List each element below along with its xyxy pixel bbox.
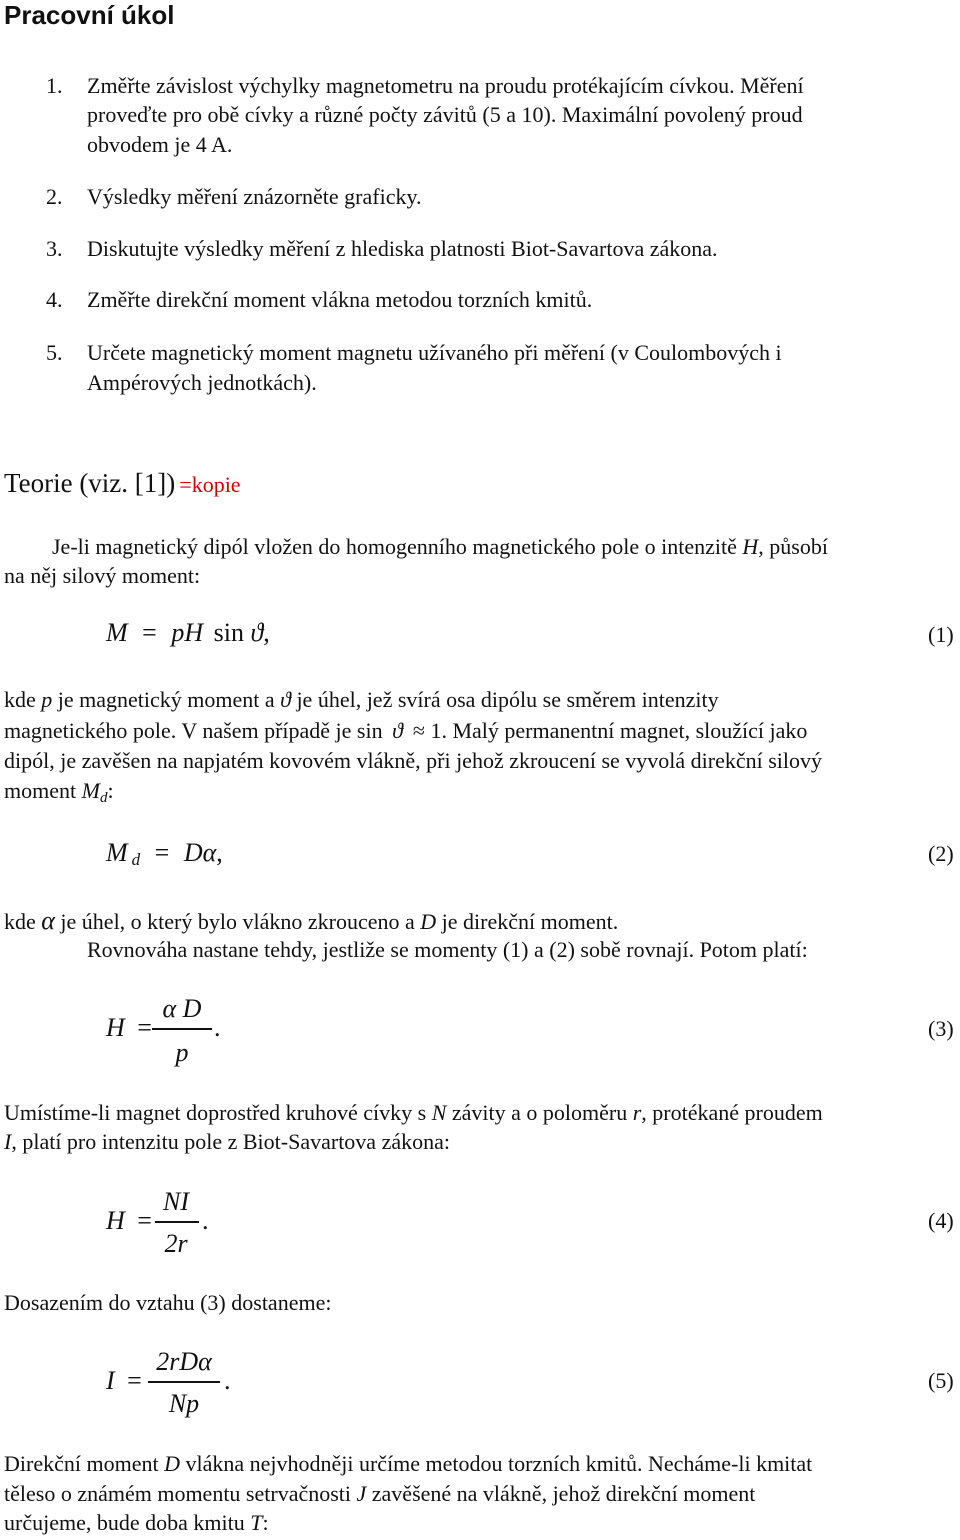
theory-note: =kopie xyxy=(179,472,241,497)
text-span: kde xyxy=(4,909,42,934)
text-span: závity a o poloměru xyxy=(446,1100,633,1125)
paragraph-line xyxy=(4,716,807,746)
task-text-line: Určete magnetický moment magnetu užívaného při měření (v Coulombových i xyxy=(87,340,782,365)
equation-number: (2) xyxy=(928,841,954,866)
paragraph-line xyxy=(4,906,618,937)
theory-title: Teorie (viz. [1]) xyxy=(4,468,176,498)
equation-number: (4) xyxy=(928,1208,954,1233)
equation-number: (5) xyxy=(928,1368,954,1393)
paragraph-line: Rovnováha nastane tehdy, jestliže se momenty (1) a (2) sobě rovnají. Potom platí: xyxy=(87,937,808,962)
eq-lhs: M xyxy=(106,618,128,647)
task-text-line: Diskutujte výsledky měření z hlediska platnosti Biot-Savartova zákona. xyxy=(87,236,718,261)
paragraph-line xyxy=(4,685,719,715)
equation-number: (3) xyxy=(928,1016,954,1041)
task-number: 5. xyxy=(46,340,63,365)
fraction-numerator: 2rDα xyxy=(156,1347,212,1376)
task-text-line: obvodem je 4 A. xyxy=(87,132,233,157)
theory-heading xyxy=(4,468,241,499)
equation-1 xyxy=(106,618,270,648)
task-number: 3. xyxy=(46,236,63,261)
text-span: zavěšené na vlákně, jehož direkční moment xyxy=(366,1481,756,1506)
task-text-line: Změřte direkční moment vlákna metodou torzních kmitů. xyxy=(87,287,593,312)
eq-sign: = xyxy=(127,1366,142,1395)
symbol-alpha: α xyxy=(41,906,55,935)
symbol-M: M xyxy=(81,778,100,803)
task-number: 4. xyxy=(46,287,63,312)
eq-sign: = xyxy=(154,838,170,867)
fraction-denominator: p xyxy=(175,1038,189,1067)
symbol-D: D xyxy=(420,909,437,934)
equation-3-lhs xyxy=(106,1013,152,1043)
text-span: je úhel, o který bylo vlákno zkrouceno a xyxy=(54,909,421,934)
task-text-line: proveďte pro obě cívky a různé počty závitů (5 a 10). Maximální povolený proud xyxy=(87,102,803,127)
task-number: 2. xyxy=(46,184,63,209)
paragraph-line xyxy=(4,1508,269,1538)
paragraph-line: Dosazením do vztahu (3) dostaneme: xyxy=(4,1290,332,1315)
eq-rhs: Dα xyxy=(183,838,217,867)
text-span: těleso o známém momentu setrvačnosti xyxy=(4,1481,357,1506)
text-span: 1. Malý permanentní magnet, sloužící jako xyxy=(424,718,808,743)
task-number: 1. xyxy=(46,73,63,98)
task-text-line: Výsledky měření znázorněte graficky. xyxy=(87,184,422,209)
text-span: je úhel, jež svírá osa dipólu se směrem intenzity xyxy=(290,687,719,712)
text-span: Je-li magnetický dipól vložen do homogenního magnetického pole o intenzitě xyxy=(52,534,743,559)
eq-lhs: I xyxy=(106,1366,115,1395)
text-span: je direkční moment. xyxy=(436,909,619,934)
eq-sign: = xyxy=(137,1013,152,1042)
symbol-theta: ϑ xyxy=(280,687,291,712)
eq-tail: , xyxy=(263,618,270,647)
eq-sign: = xyxy=(142,618,157,647)
eq-theta: ϑ xyxy=(250,618,264,647)
paragraph-line xyxy=(4,1098,823,1128)
symbol-H: H xyxy=(742,534,759,559)
eq-tail: . xyxy=(214,1013,221,1042)
text-span: je magnetický moment a xyxy=(52,687,281,712)
text-span: Direkční moment xyxy=(4,1451,165,1476)
paragraph-line xyxy=(4,1127,450,1157)
text-span: kde xyxy=(4,687,42,712)
text-span: , protékané proudem xyxy=(641,1100,823,1125)
symbol-J: J xyxy=(356,1481,367,1506)
symbol-sub-d: d xyxy=(99,790,108,806)
text-span: , působí xyxy=(758,534,828,559)
text-span: vlákna nejvhodněji určíme metodou torzních kmitů. Necháme-li kmitat xyxy=(179,1451,813,1476)
paragraph-line: dipól, je zavěšen na napjatém kovovém vlákně, při jehož zkroucení se vyvolá direkční silový xyxy=(4,748,823,773)
eq-rhs: pH xyxy=(171,618,204,647)
symbol-approx: ≈ xyxy=(412,718,425,743)
text-span: : xyxy=(107,778,114,803)
symbol-D: D xyxy=(164,1451,180,1476)
symbol-r: r xyxy=(632,1100,642,1125)
text-span: určujeme, bude doba kmitu xyxy=(4,1510,251,1535)
eq-sin: sin xyxy=(213,618,244,647)
eq-sub: d xyxy=(131,850,141,869)
text-span: magnetického pole. V našem případě je sin xyxy=(4,718,389,743)
equation-4-lhs xyxy=(106,1206,152,1236)
symbol-p: p xyxy=(41,687,53,712)
symbol-N: N xyxy=(431,1100,447,1125)
eq-tail: . xyxy=(202,1206,209,1235)
symbol-T: T xyxy=(250,1510,263,1535)
paragraph-line xyxy=(52,532,828,562)
text-span: Umístíme-li magnet doprostřed kruhové cívky s xyxy=(4,1100,432,1125)
text-span: : xyxy=(262,1510,269,1535)
equation-2 xyxy=(106,838,223,870)
eq-lhs: H xyxy=(106,1013,125,1042)
paragraph-line xyxy=(4,776,114,813)
paragraph-line xyxy=(4,1449,812,1479)
equation-5-lhs xyxy=(106,1366,142,1396)
task-text-line: Změřte závislost výchylky magnetometru na proudu protékajícím cívkou. Měření xyxy=(87,73,804,98)
eq-lhs: H xyxy=(106,1206,125,1235)
paragraph-line xyxy=(4,1479,755,1509)
eq-sign: = xyxy=(137,1206,152,1235)
equation-number: (1) xyxy=(928,622,954,647)
page-heading: Pracovní úkol xyxy=(4,0,175,30)
text-span: moment xyxy=(4,778,82,803)
fraction-line xyxy=(155,1221,199,1223)
fraction-line xyxy=(148,1381,220,1383)
symbol-I: I xyxy=(4,1129,12,1154)
paragraph-line: na něj silový moment: xyxy=(4,563,201,588)
eq-tail: , xyxy=(216,838,223,867)
fraction-denominator: Np xyxy=(168,1389,200,1418)
task-text-line: Ampérových jednotkách). xyxy=(87,370,317,395)
fraction-line xyxy=(152,1028,212,1030)
eq-tail: . xyxy=(224,1366,231,1395)
fraction-numerator: NI xyxy=(163,1187,189,1216)
symbol-theta: ϑ xyxy=(392,718,403,743)
eq-lhs: M xyxy=(106,838,128,867)
fraction-numerator: α D xyxy=(162,994,202,1023)
text-span: , platí pro intenzitu pole z Biot-Savartova zákona: xyxy=(11,1129,450,1154)
fraction-denominator: 2r xyxy=(164,1229,188,1258)
